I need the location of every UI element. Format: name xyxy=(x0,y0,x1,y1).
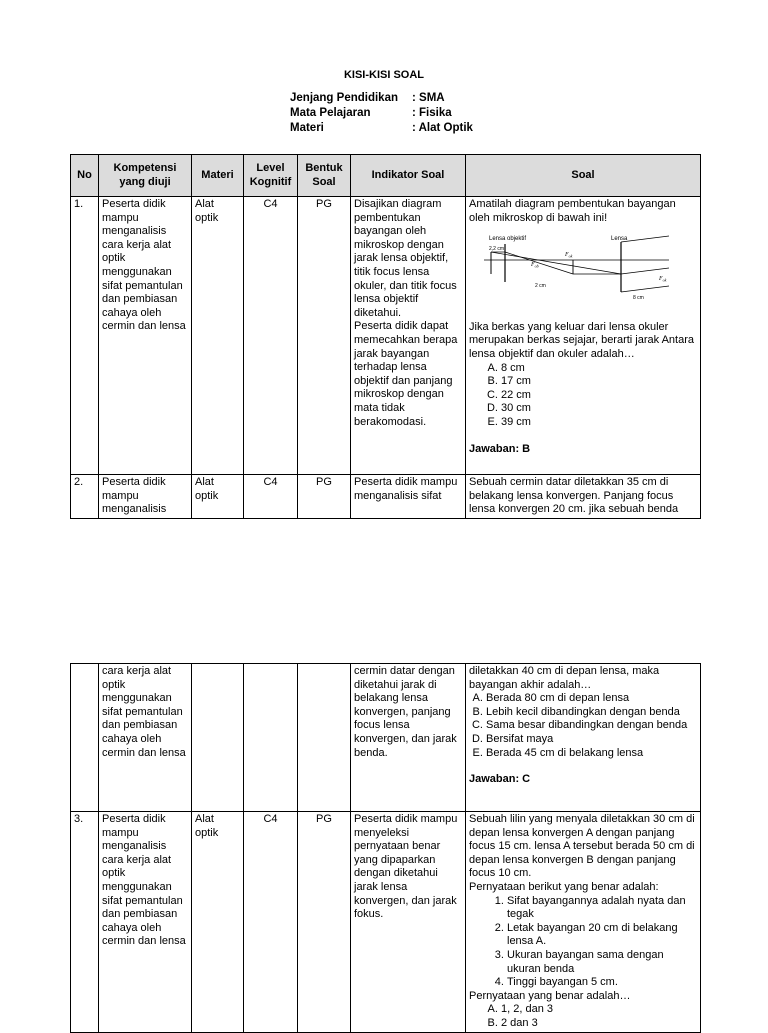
cell-no: 2. xyxy=(71,475,99,519)
page-title: KISI-KISI SOAL xyxy=(343,69,425,81)
header-no: No xyxy=(71,155,99,197)
cell-level: C4 xyxy=(244,475,298,519)
cell-level: C4 xyxy=(244,812,298,1033)
table-row xyxy=(71,812,701,1033)
option-c: C. 22 cm xyxy=(501,389,697,403)
option-b: B. 2 dan 3 xyxy=(501,1017,697,1031)
header-kompetensi: Kompetensi yang diuji xyxy=(99,155,192,197)
ray-2b xyxy=(505,252,573,274)
cell-materi: Alat optik xyxy=(192,197,244,475)
meta-key: Materi xyxy=(290,122,324,134)
soal-intro: Amatilah diagram pembentukan bayangan oleh mikroskop di bawah ini! xyxy=(469,198,676,224)
kisi-kisi-table-continued xyxy=(70,663,701,1033)
statement-1: 1. Sifat bayangannya adalah nyata dan tegak xyxy=(507,895,697,922)
cell-no xyxy=(71,664,99,812)
ray-out-3 xyxy=(621,286,669,292)
statement-3: 3. Ukuran bayangan sama dengan ukuran benda xyxy=(507,949,697,976)
meta-value: : Alat Optik xyxy=(412,122,473,134)
statement-4: 4. Tinggi bayangan 5 cm. xyxy=(507,976,697,990)
header-materi: Materi xyxy=(192,155,244,197)
cell-indikator: Disajikan diagram pembentukan bayangan oleh mikroskop dengan jarak lensa objektif, titik focus lensa okuler, dan titik focus lensa objektif diketahui. Peserta didik dapat memecahkan berapa jarak bayangan terhadap lensa objektif dan panjang mikroskop dengan mata tidak berakomodasi. xyxy=(351,197,466,475)
cell-kompetensi: cara kerja alat optik menggunakan sifat pemantulan dan pembiasan cahaya oleh cermin dan lensa xyxy=(99,664,192,812)
cell-indikator: cermin datar dengan diketahui jarak di belakang lensa konvergen, panjang focus lensa konvergen, dan jarak benda. xyxy=(351,664,466,812)
cell-bentuk: PG xyxy=(298,197,351,475)
microscope-diagram xyxy=(469,230,669,308)
cell-level: C4 xyxy=(244,197,298,475)
cell-soal xyxy=(466,197,701,475)
header-soal: Soal xyxy=(466,155,701,197)
meta-key: Jenjang Pendidikan xyxy=(290,92,398,104)
option-a: A. Berada 80 cm di depan lensa xyxy=(486,692,697,706)
option-b: B. Lebih kecil dibandingkan dengan benda xyxy=(486,706,697,720)
options-list xyxy=(469,1003,697,1030)
table-row xyxy=(71,664,701,812)
label-f-ob: $F_{ob}$ xyxy=(531,262,539,269)
cell-materi: Alat optik xyxy=(192,475,244,519)
cell-soal xyxy=(466,664,701,812)
cell-no: 3. xyxy=(71,812,99,1033)
label-f-ok-2: $F_{ok}$ xyxy=(659,276,667,283)
meta-row-mapel xyxy=(290,106,473,121)
option-d: D. Bersifat maya xyxy=(486,733,697,747)
soal-text: Sebuah lilin yang menyala diletakkan 30 cm di depan lensa konvergen A dengan panjang focus 15 cm. lensa A tersebut berada 50 cm di depan lensa konvergen B dengan panjang focus 10 cm. Pernyataan berikut yang benar adalah: xyxy=(469,813,695,893)
cell-level xyxy=(244,664,298,812)
header-bentuk: Bentuk Soal xyxy=(298,155,351,197)
option-b: B. 17 cm xyxy=(501,375,697,389)
header-level: Level Kognitif xyxy=(244,155,298,197)
option-e: E. 39 cm xyxy=(501,416,697,430)
option-c: C. Sama besar dibandingkan dengan benda xyxy=(486,719,697,733)
label-lensa: Lensa xyxy=(611,236,628,243)
soal-text: diletakkan 40 cm di depan lensa, maka bayangan akhir adalah… xyxy=(469,665,660,691)
option-a: A. 1, 2, dan 3 xyxy=(501,1003,697,1017)
cell-no: 1. xyxy=(71,197,99,475)
ray-out-2 xyxy=(621,268,669,274)
meta-row-jenjang xyxy=(290,91,473,106)
options-list xyxy=(469,362,697,430)
cell-bentuk: PG xyxy=(298,812,351,1033)
soal-question: Jika berkas yang keluar dari lensa okuler merupakan berkas sejajar, berarti jarak Antara lensa objektif dan okuler adalah… xyxy=(469,320,695,360)
label-f-ok: $F_{ok}$ xyxy=(565,252,573,259)
label-2cm: 2 cm xyxy=(535,283,546,290)
meta-info xyxy=(290,91,473,136)
table-row xyxy=(71,197,701,475)
ray-out-1 xyxy=(621,236,669,242)
answer-key: Jawaban: B xyxy=(469,442,531,455)
cell-soal: Sebuah cermin datar diletakkan 35 cm di belakang lensa konvergen. Panjang focus lensa konvergen 20 cm. jika sebuah benda xyxy=(466,475,701,519)
ray-1 xyxy=(491,252,621,274)
option-e: E. Berada 45 cm di belakang lensa xyxy=(486,747,697,761)
option-a: A. 8 cm xyxy=(501,362,697,376)
answer-key: Jawaban: C xyxy=(469,773,531,786)
label-lensa-objektif: Lensa objektif xyxy=(489,236,527,243)
cell-indikator: Peserta didik mampu menganalisis sifat xyxy=(351,475,466,519)
cell-kompetensi: Peserta didik mampu menganalisis cara kerja alat optik menggunakan sifat pemantulan dan pembiasan cahaya oleh cermin dan lensa xyxy=(99,812,192,1033)
cell-kompetensi: Peserta didik mampu menganalisis xyxy=(99,475,192,519)
options-list xyxy=(469,692,697,760)
meta-value: : Fisika xyxy=(412,107,452,119)
meta-key: Mata Pelajaran xyxy=(290,107,371,119)
table-header-row xyxy=(71,155,701,197)
kisi-kisi-table xyxy=(70,154,701,519)
statement-2: 2. Letak bayangan 20 cm di belakang lensa A. xyxy=(507,922,697,949)
cell-soal xyxy=(466,812,701,1033)
option-d: D. 30 cm xyxy=(501,402,697,416)
cell-bentuk: PG xyxy=(298,475,351,519)
cell-bentuk xyxy=(298,664,351,812)
header-indikator: Indikator Soal xyxy=(351,155,466,197)
cell-materi xyxy=(192,664,244,812)
statements-list xyxy=(469,895,697,990)
cell-indikator: Peserta didik mampu menyeleksi pernyataan benar yang dipaparkan dengan diketahui jarak lensa konvergen, dan jarak fokus. xyxy=(351,812,466,1033)
meta-row-materi xyxy=(290,121,473,136)
cell-kompetensi: Peserta didik mampu menganalisis cara kerja alat optik menggunakan sifat pemantulan dan pembiasan cahaya oleh cermin dan lensa xyxy=(99,197,192,475)
cell-materi: Alat optik xyxy=(192,812,244,1033)
table-row xyxy=(71,475,701,519)
label-2-2cm: 2,2 cm xyxy=(489,246,505,253)
label-8cm: 8 cm xyxy=(633,295,644,302)
soal-question: Pernyataan yang benar adalah… xyxy=(469,989,631,1002)
meta-value: : SMA xyxy=(412,92,445,104)
